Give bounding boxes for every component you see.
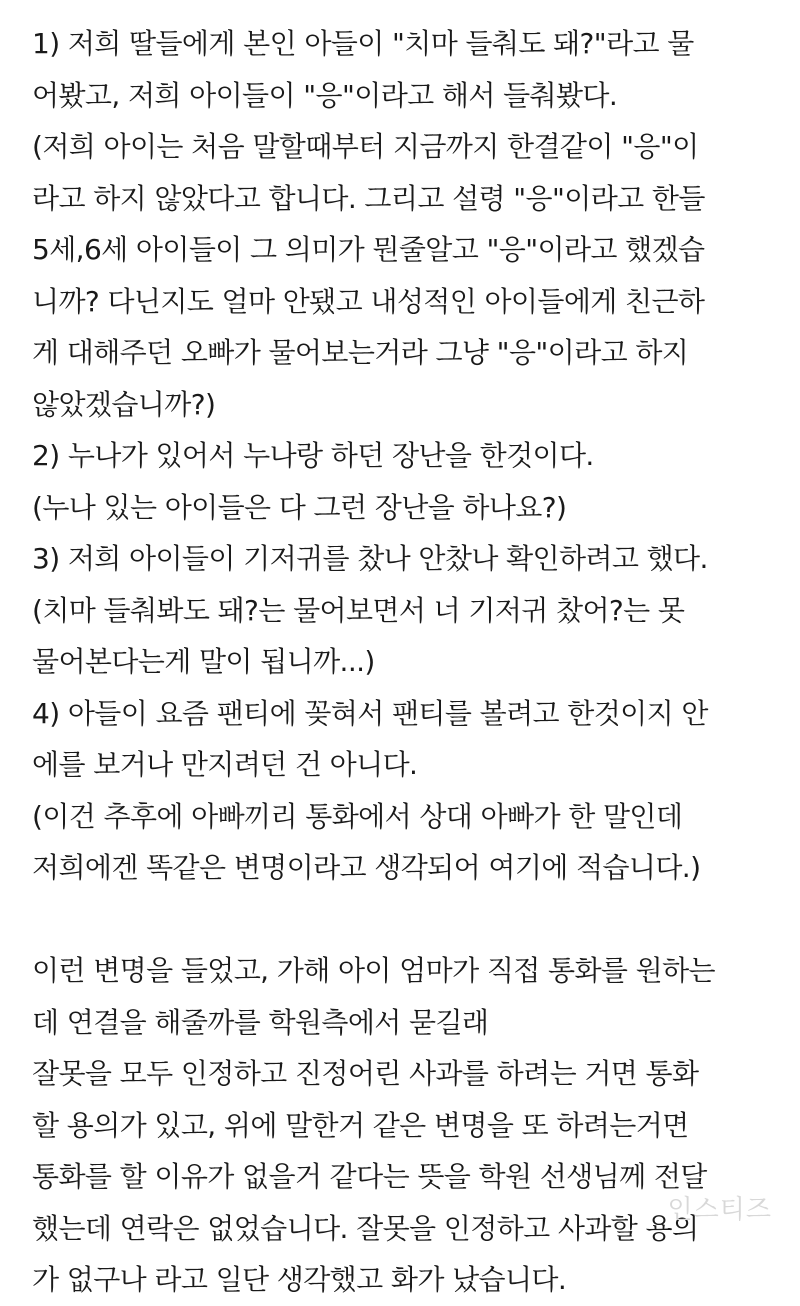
text-line: 니까? 다닌지도 얼마 안됐고 내성적인 아이들에게 친근하 xyxy=(32,284,705,318)
text-line: 데 연결을 해줄까를 학원측에서 묻길래 xyxy=(32,1005,489,1039)
text-line: 게 대해주던 오빠가 물어보는거라 그냥 "응"이라고 하지 xyxy=(32,336,689,369)
document-body xyxy=(32,18,782,1306)
text-line: 라고 하지 않았다고 합니다. 그리고 설령 "응"이라고 한들 xyxy=(32,181,705,215)
text-line: 4) 아들이 요즘 팬티에 꽂혀서 팬티를 볼려고 한것이지 안 xyxy=(32,696,708,730)
watermark-logo: 인스티즈 xyxy=(667,1195,772,1225)
text-line: 가 없구나 라고 일단 생각했고 화가 났습니다. xyxy=(32,1263,567,1296)
text-line: (누나 있는 아이들은 다 그런 장난을 하나요?) xyxy=(32,490,567,524)
text-line: 2) 누나가 있어서 누나랑 하던 장난을 한것이다. xyxy=(32,439,594,472)
text-line: 했는데 연락은 없었습니다. 잘못을 인정하고 사과할 용의 xyxy=(32,1211,699,1245)
text-line: 잘못을 모두 인정하고 진정어린 사과를 하려는 거면 통화 xyxy=(32,1057,699,1090)
text-line: (치마 들춰봐도 돼?는 물어보면서 너 기저귀 찼어?는 못 xyxy=(32,593,685,627)
text-line: 에를 보거나 만지려던 건 아니다. xyxy=(32,748,418,781)
text-line: 물어본다는게 말이 됩니까...) xyxy=(32,645,375,678)
text-line: 않았겠습니까?) xyxy=(32,387,216,421)
text-line: 3) 저희 아이들이 기저귀를 찼나 안찼나 확인하려고 했다. xyxy=(32,542,708,575)
text-line: 1) 저희 딸들에게 본인 아들이 "치마 들춰도 돼?"라고 물 xyxy=(32,27,694,60)
text-line: (저희 아이는 처음 말할때부터 지금까지 한결같이 "응"이 xyxy=(32,130,699,163)
text-line: 저희에겐 똑같은 변명이라고 생각되어 여기에 적습니다.) xyxy=(32,851,701,884)
blank-line xyxy=(32,894,782,946)
text-line: 5세,6세 아이들이 그 의미가 뭔줄알고 "응"이라고 했겠습 xyxy=(32,233,705,266)
text-line: 통화를 할 이유가 없을거 같다는 뜻을 학원 선생님께 전달 xyxy=(32,1160,707,1193)
text-line: (이건 추후에 아빠끼리 통화에서 상대 아빠가 한 말인데 xyxy=(32,799,683,833)
text-line: 이런 변명을 들었고, 가해 아이 엄마가 직접 통화를 원하는 xyxy=(32,954,716,987)
text-line: 할 용의가 있고, 위에 말한거 같은 변명을 또 하려는거면 xyxy=(32,1108,689,1142)
text-line: 어봤고, 저희 아이들이 "응"이라고 해서 들춰봤다. xyxy=(32,78,618,112)
